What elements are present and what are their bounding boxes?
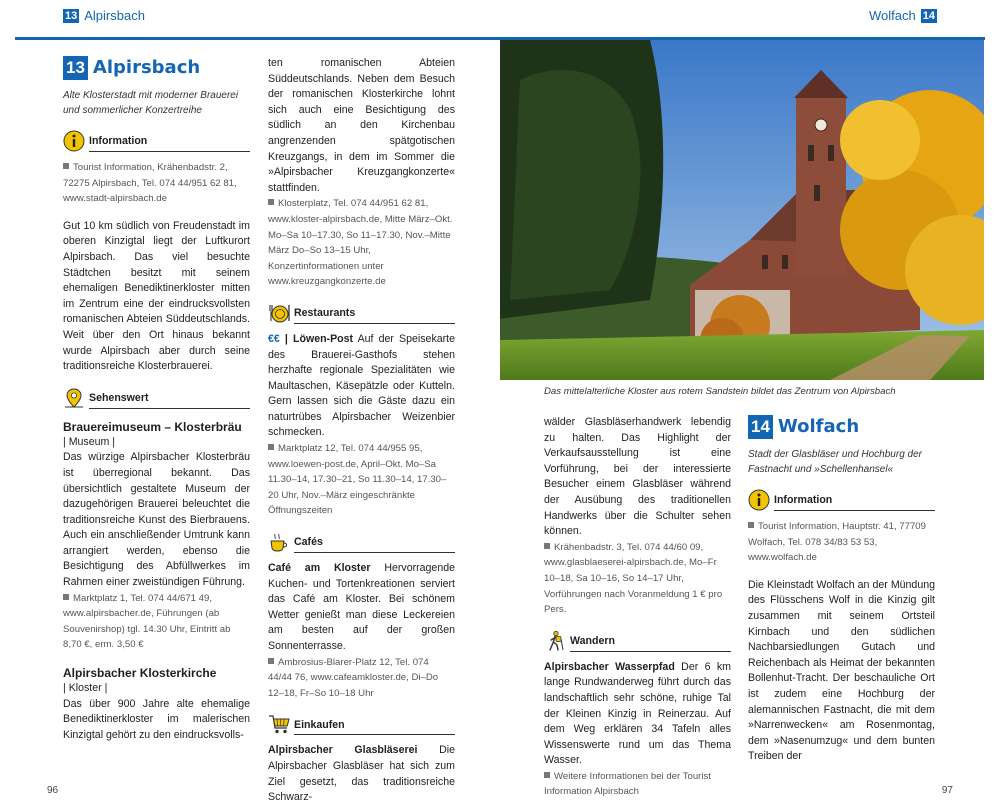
coffee-cup-icon — [268, 531, 290, 553]
entry-info: Klosterplatz, Tel. 074 44/951 62 81, www.kloster-alpirsbach.de, Mitte März–Okt. Mo–Sa 10–17.30, So 11–17.30, Nov.–Mitte März Do–So 13–15 Uhr, Konzertinformationen unter www.kreuzgangkonzerte.de — [268, 198, 453, 288]
hiking-heading — [544, 630, 731, 652]
info-heading — [63, 130, 250, 152]
running-header-title: Alpirsbach — [84, 8, 145, 23]
info-text: Tourist Information, Krähenbadstr. 2, 72275 Alpirsbach, Tel. 074 44/951 62 81, www.stadt-alpirsbach.de — [63, 162, 237, 205]
hiking-label: Wandern — [570, 634, 731, 652]
column-3 — [544, 415, 731, 812]
monastery-photo — [500, 40, 984, 380]
chapter-number-badge: 14 — [922, 9, 935, 22]
shopping-heading — [268, 713, 455, 735]
entry-text: ten romanischen Abteien Süddeutschlands. Neben dem Besuch der romanischen Klosterkirche lohnt sich auch eine Besichtigung des südlich an den Kirchenbau angrenzenden spätgotischen Kreuzgangs, in dem im Sommer die »Alpirsbacher Kreuzgangkonzerte« stattfinden. — [268, 57, 455, 194]
cafes-heading — [268, 531, 455, 553]
chapter-number-badge: 13 — [63, 56, 88, 80]
column-4 — [748, 415, 935, 765]
entry-text: Alpirsbacher Glasbläserei Die Alpirsbacher Glasbläser hat sich zum Ziel gesetzt, das traditionsreiche Schwarz- — [268, 744, 455, 804]
info-icon — [748, 489, 770, 511]
photo-caption: Das mittelalterliche Kloster aus rotem Sandstein bildet das Zentrum von Alpirsbach — [544, 386, 896, 397]
bullet-square-icon — [748, 522, 754, 528]
sights-label: Sehenswert — [89, 391, 250, 409]
shopping-cart-icon — [268, 713, 290, 735]
running-header-left — [63, 8, 145, 23]
info-heading — [748, 489, 935, 511]
column-1 — [63, 56, 250, 743]
entry-category: | Kloster | — [63, 682, 108, 695]
monastery-illustration — [500, 40, 984, 380]
entry-info: Marktplatz 12, Tel. 074 44/955 95, www.loewen-post.de, April–Okt. Mo–Sa 11.30–14, 17.30–21, So 11.30–14, 17.30–20 Uhr, Nov.–März eingeschränkte Öffnungszeiten — [268, 443, 447, 517]
chapter-number-badge: 14 — [748, 415, 773, 439]
entry-text: €€ | Löwen-Post Auf der Speisekarte des Brauerei-Gasthofs stehen herzhafte regionale Spezialitäten wie Maultaschen, Käsepätzle oder Kutteln. Gern lassen sich die Gäste dazu ein naturtrübes Alpirsbacher Weizenbier schmecken. — [268, 332, 455, 439]
info-text: Tourist Information, Hauptstr. 41, 77709 Wolfach, Tel. 078 34/83 53 53, www.wolfach.de — [748, 521, 926, 564]
entry-info: Marktplatz 1, Tel. 074 44/671 49, www.alpirsbacher.de, Führungen (ab Souvenirshop) tgl. 14.30 Uhr, Eintritt ab 8,70 €, erm. 3,50 € — [63, 592, 231, 651]
bullet-square-icon — [544, 772, 550, 778]
bullet-square-icon — [63, 594, 69, 600]
bullet-square-icon — [268, 199, 274, 205]
intro-text: Gut 10 km südlich von Freudenstadt im oberen Kinzigtal liegt der Luftkurort Alpirsbach. Das viel besuchte Städtchen besitzt mit seinem ehemaligen Benediktinerkloster mitten im Zentrum eine der eindrucksvollsten romanischen Abteien Süddeutschlands. Weit über den Ort hinaus bekannt wurde Alpirsbach aber durch seine traditionsreiche Klosterbrauerei. — [63, 219, 250, 373]
entry-text: Café am Kloster Hervorragende Kuchen- und Tortenkreationen serviert das Café am Kloster. Bei schönem Wetter genießt man diese Leckereien am besten auf der großen Sonnenterrasse. — [268, 562, 455, 652]
entry-text: wälder Glasbläserhandwerk lebendig zu halten. Das Highlight der Verkaufsausstellung ist eine Vorführung, bei der interessierte Besucher einem Glasbläser während der Ausübung des traditionellen Handwerks über die Schulter sehen können. — [544, 416, 731, 538]
entry-title: Brauereimuseum – Klosterbräu — [63, 419, 242, 434]
column-2 — [268, 56, 455, 806]
entry-text: Das würzige Alpirsbacher Klosterbräu ist überregional bekannt. Das übersichtlich gestaltete Museum der dazugehörigen Brauerei beleuchtet die traditionsreiche Kunst des Bierbrauens. Auch ein anschließender Umtrunk kann arrangiert werden, ebenso die Besichtigung des Abfüllwerkes im Rahmen einer zweistündigen Führung. — [63, 451, 250, 589]
section-heading: Wolfach — [777, 416, 860, 438]
running-header-right — [869, 8, 937, 23]
map-pin-icon — [63, 387, 85, 409]
restaurants-heading — [268, 302, 455, 324]
shopping-label: Einkaufen — [294, 718, 455, 736]
restaurants-label: Restaurants — [294, 306, 455, 324]
subtitle: Stadt der Glasbläser und Hochburg der Fastnacht und »Schellenhansel« — [748, 449, 922, 475]
bullet-square-icon — [268, 658, 274, 664]
info-label: Information — [89, 134, 250, 152]
bullet-square-icon — [268, 444, 274, 450]
restaurant-icon — [268, 302, 290, 324]
subtitle: Alte Klosterstadt mit moderner Brauerei und sommerlicher Konzertreihe — [63, 90, 239, 116]
page-number-right: 97 — [941, 785, 953, 796]
hiker-icon — [544, 630, 566, 652]
page-number-left: 96 — [47, 785, 59, 796]
bullet-square-icon — [544, 543, 550, 549]
bullet-square-icon — [63, 163, 69, 169]
entry-info: Ambrosius-Blarer-Platz 12, Tel. 074 44/44 76, www.cafeamkloster.de, Di–Do 12–18, Fr–So 10–18 Uhr — [268, 656, 439, 699]
sights-heading — [63, 387, 250, 409]
entry-text: Das über 900 Jahre alte ehemalige Benediktinerkloster im malerischen Kinzigtal gehört zu den eindrucksvolls- — [63, 697, 250, 741]
entry-title: Alpirsbacher Klosterkirche — [63, 666, 217, 681]
intro-text: Die Kleinstadt Wolfach an der Mündung des Flüsschens Wolf in die Kinzig gilt zusammen mit seinem Ortsteil Kirnbach und den südlichen Nachbarsiedlungen Gutach und Reichenbach als Heimat der bekannten Bollenhut-Tracht. Der beschauliche Ort ist zudem eine Hochburg der alemannischen Fastnacht, die mit dem »Narrenwecken« am Rosenmontag, dem »Nasenumzug« und dem bunten Treiben der — [748, 578, 935, 763]
entry-text: Alpirsbacher Wasserpfad Der 6 km lange Rundwanderweg führt durch das landschaftlich sehr schöne, ruhige Tal der Kleinen Kinzig in Reinerzau. Auf dem Weg erklären 34 Tafeln alles Wissenswerte rund um das Thema Wasser. — [544, 660, 731, 767]
entry-category: | Museum | — [63, 435, 116, 448]
section-title — [63, 56, 250, 80]
running-header-title: Wolfach — [869, 8, 916, 23]
info-icon — [63, 130, 85, 152]
info-label: Information — [774, 493, 935, 511]
cafes-label: Cafés — [294, 535, 455, 553]
section-title — [748, 415, 935, 439]
page-title: Alpirsbach — [92, 57, 201, 79]
entry-info: Krähenbadstr. 3, Tel. 074 44/60 09, www.glasblaeserei-alpirsbach.de, Mo–Fr 10–18, Sa 10–16, So 14–17 Uhr, Vorführungen nach Voranmeldung 1 € pro Pers. — [544, 541, 723, 616]
chapter-number-badge: 13 — [65, 9, 78, 22]
entry-info: Weitere Informationen bei der Tourist Information Alpirsbach — [544, 770, 711, 798]
